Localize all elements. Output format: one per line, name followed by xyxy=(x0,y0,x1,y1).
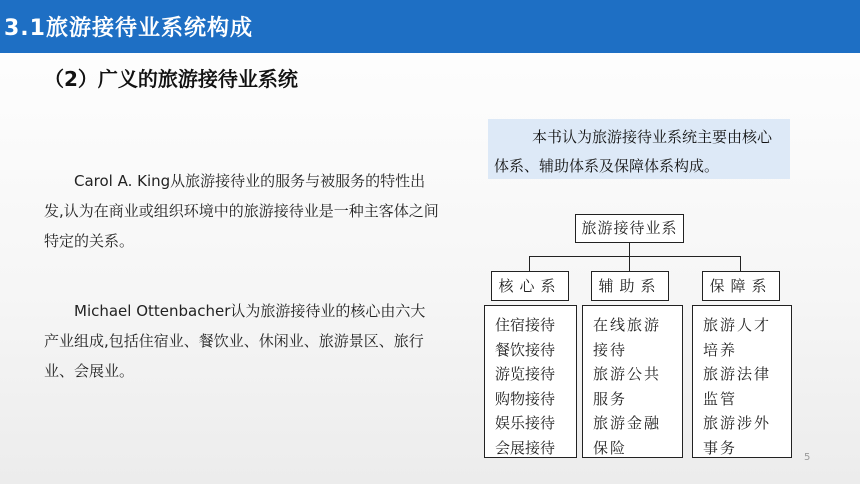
list-item: 游览接待 xyxy=(495,365,556,383)
list-item: 住宿接待 xyxy=(495,316,556,334)
page-number: 5 xyxy=(804,452,811,463)
guarantee-items-list xyxy=(692,305,792,458)
list-item: 旅游人才培养 xyxy=(703,316,772,359)
list-item: 旅游金融保险 xyxy=(593,414,662,457)
category-support-node: 辅助系 xyxy=(591,271,669,301)
connector-core xyxy=(529,256,530,271)
category-core-node: 核心系 xyxy=(491,271,569,301)
list-item: 旅游涉外事务 xyxy=(703,414,772,457)
list-item: 旅游法律监管 xyxy=(703,365,772,408)
list-item: 在线旅游接待 xyxy=(593,316,662,359)
core-items-list xyxy=(484,305,577,458)
paragraph-king: Carol A. King从旅游接待业的服务与被服务的特性出发,认为在商业或组织环境中的旅游接待业是一种主客体之间特定的关系。 xyxy=(44,172,439,250)
support-items-list xyxy=(582,305,683,458)
category-guarantee-node: 保障系 xyxy=(702,271,780,301)
list-item: 餐饮接待 xyxy=(495,340,556,359)
connector-guarantee xyxy=(740,256,741,271)
section-subtitle: （2）广义的旅游接待业系统 xyxy=(44,67,298,91)
connector-root-down xyxy=(629,243,630,256)
title-bar xyxy=(0,0,860,53)
diagram-root-node: 旅游接待业系 xyxy=(575,214,684,243)
slide-title: 3.1旅游接待业系统构成 xyxy=(4,16,253,41)
paragraph-ottenbacher: Michael Ottenbacher认为旅游接待业的核心由六大产业组成,包括住宿业、餐饮业、休闲业、旅游景区、旅行业、会展业。 xyxy=(44,302,426,380)
connector-horizontal xyxy=(529,256,741,257)
list-item: 会展接待 xyxy=(495,438,556,457)
callout-box: 本书认为旅游接待业系统主要由核心体系、辅助体系及保障体系构成。 xyxy=(488,119,790,179)
connector-support xyxy=(629,256,630,271)
list-item: 娱乐接待 xyxy=(495,414,556,432)
list-item: 旅游公共服务 xyxy=(593,365,662,408)
list-item: 购物接待 xyxy=(495,389,556,408)
